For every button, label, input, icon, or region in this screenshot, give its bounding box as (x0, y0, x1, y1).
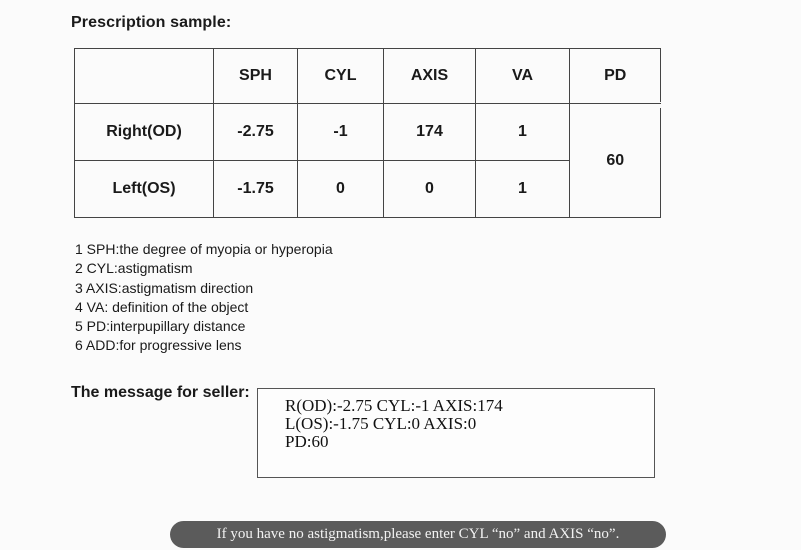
header-cell-axis: AXIS (384, 49, 476, 104)
list-item: 5 PD:interpupillary distance (75, 318, 246, 335)
cell-axis: 174 (384, 104, 476, 161)
list-item: 4 VA: definition of the object (75, 298, 249, 315)
row-label-right: Right(OD) (75, 104, 214, 161)
table-row (75, 104, 661, 161)
message-line-pd: PD:60 (285, 432, 329, 451)
table-header-row (75, 49, 661, 104)
cell-va: 1 (476, 161, 570, 218)
message-line-right: R(OD):-2.75 CYL:-1 AXIS:174 (285, 396, 503, 415)
cell-pd: 60 (570, 104, 661, 218)
cell-sph: -2.75 (214, 104, 298, 161)
caption-banner: If you have no astigmatism,please enter CYL “no” and AXIS “no”. (170, 521, 666, 548)
cell-cyl: -1 (298, 104, 384, 161)
cell-cyl: 0 (298, 161, 384, 218)
list-item: 3 AXIS:astigmatism direction (75, 279, 254, 296)
header-cell-empty (75, 49, 214, 104)
row-label-left: Left(OS) (75, 161, 214, 218)
cell-va: 1 (476, 104, 570, 161)
header-cell-sph: SPH (214, 49, 298, 104)
cell-sph: -1.75 (214, 161, 298, 218)
definitions-list (75, 240, 333, 356)
table-right-border-bottom (660, 108, 661, 218)
message-box (257, 388, 655, 478)
message-label: The message for seller: (71, 384, 250, 401)
list-item: 2 CYL:astigmatism (75, 260, 193, 277)
cell-axis: 0 (384, 161, 476, 218)
prescription-table (74, 48, 661, 218)
message-line-left: L(OS):-1.75 CYL:0 AXIS:0 (285, 414, 477, 433)
header-cell-va: VA (476, 49, 570, 104)
table-right-border-top (660, 48, 661, 102)
list-item: 1 SPH:the degree of myopia or hyperopia (75, 241, 333, 257)
message-text (285, 397, 503, 451)
list-item: 6 ADD:for progressive lens (75, 337, 242, 354)
page-title: Prescription sample: (71, 14, 232, 31)
header-cell-cyl: CYL (298, 49, 384, 104)
header-cell-pd: PD (570, 49, 661, 104)
